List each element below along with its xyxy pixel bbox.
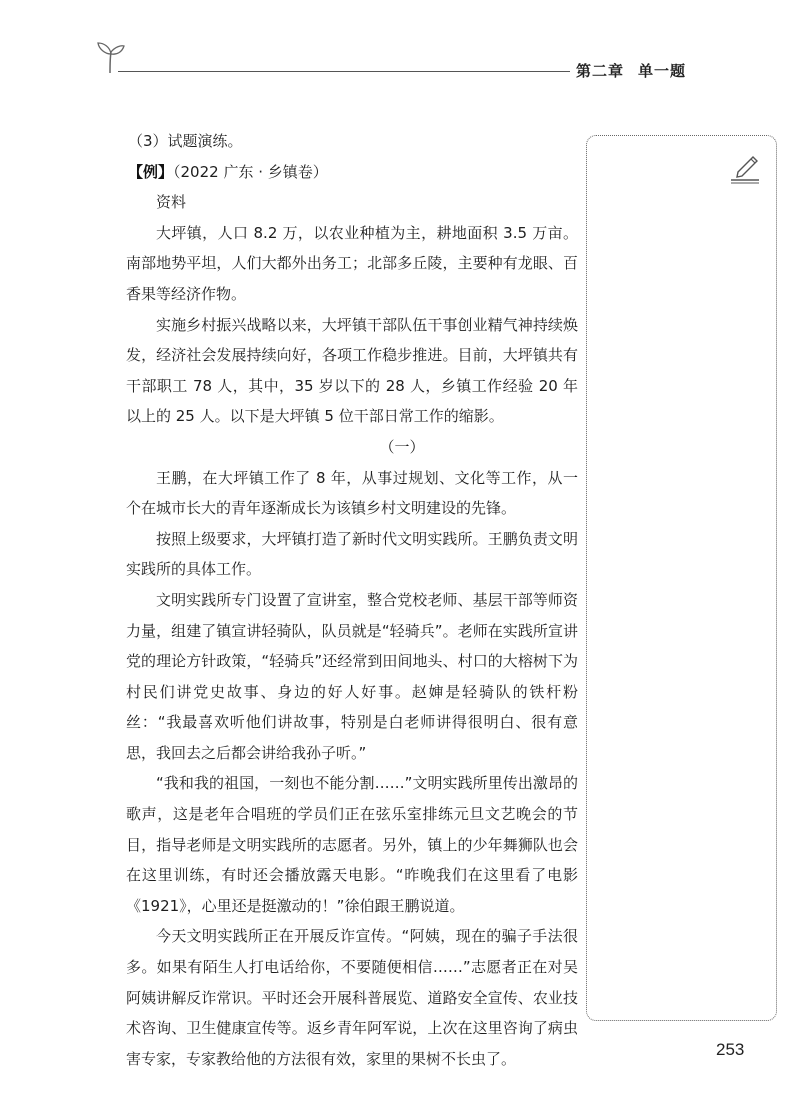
header-rule bbox=[118, 71, 570, 72]
material-label: 资料 bbox=[156, 193, 187, 212]
pencil-icon bbox=[728, 150, 762, 184]
paragraph: 按照上级要求，大坪镇打造了新时代文明实践所。王鹏负责文明实践所的具体工作。 bbox=[126, 529, 578, 579]
chapter-label: 第二章 bbox=[576, 62, 625, 80]
step-heading: （3）试题演练。 bbox=[128, 132, 243, 150]
main-text bbox=[126, 126, 578, 1074]
example-heading bbox=[126, 157, 578, 188]
notes-box bbox=[586, 135, 777, 1021]
paragraph: “我和我的祖国，一刻也不能分割……”文明实践所里传出激昂的歌声，这是老年合唱班的学员们正在弦乐室排练元旦文艺晚会的节目，指导老师是文明实践所的志愿者。另外，镇上的少年舞狮队也会在这里训练，有时还会播放露天电影。“昨晚我们在这里看了电影《1921》，心里还是挺激动的！”徐伯跟王鹏说道。 bbox=[126, 774, 578, 915]
section-label: 单一题 bbox=[638, 62, 687, 80]
example-bracket: 【例】 bbox=[128, 162, 174, 181]
page-number: 253 bbox=[716, 1040, 745, 1059]
paragraph: 实施乡村振兴战略以来，大坪镇干部队伍干事创业精气神持续焕发，经济社会发展持续向好，各项工作稳步推进。目前，大坪镇共有干部职工 78 人，其中，35 岁以下的 28 人，乡镇工作经验 20 年以上的 25 人。以下是大坪镇 5 位干部日常工作的缩影。 bbox=[126, 315, 578, 426]
paragraph: 文明实践所专门设置了宣讲室，整合党校老师、基层干部等师资力量，组建了镇宣讲轻骑队，队员就是“轻骑兵”。老师在实践所宣讲党的理论方针政策，“轻骑兵”还经常到田间地头、村口的大榕树下为村民们讲党史故事、身边的好人好事。赵婶是轻骑队的铁杆粉丝：“我最喜欢听他们讲故事，特别是白老师讲得很明白、很有意思，我回去之后都会讲给我孙子听。” bbox=[126, 590, 578, 762]
page-header bbox=[0, 0, 800, 100]
section-mark: （一） bbox=[379, 437, 425, 456]
chapter-heading bbox=[576, 60, 686, 81]
sprout-icon bbox=[96, 40, 126, 74]
paragraph: 今天文明实践所正在开展反诈宣传。“阿姨，现在的骗子手法很多。如果有陌生人打电话给你，不要随便相信……”志愿者正在对吴阿姨讲解反诈常识。平时还会开展科普展览、道路安全宣传、农业技术咨询、卫生健康宣传等。返乡青年阿军说，上次在这里咨询了病虫害专家，专家教给他的方法很有效，家里的果树不长虫了。 bbox=[126, 927, 578, 1068]
paragraph: 王鹏，在大坪镇工作了 8 年，从事过规划、文化等工作，从一个在城市长大的青年逐渐成长为该镇乡村文明建设的先锋。 bbox=[126, 468, 578, 518]
example-source: （2022 广东 · 乡镇卷） bbox=[173, 162, 328, 181]
paragraph: 大坪镇，人口 8.2 万，以农业种植为主，耕地面积 3.5 万亩。南部地势平坦，人们大都外出务工；北部多丘陵，主要种有龙眼、百香果等经济作物。 bbox=[126, 223, 578, 303]
